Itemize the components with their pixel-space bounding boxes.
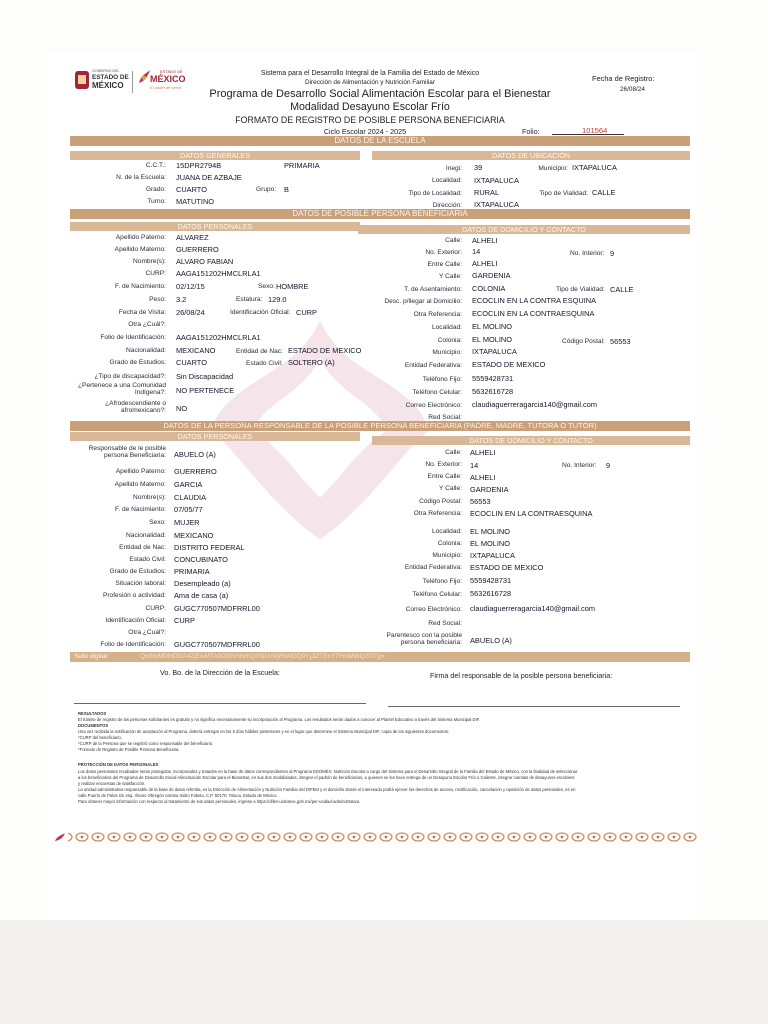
field-value: 07/05/77	[174, 505, 203, 514]
digital-seal-value: QmNvMDhlODA4ZjEwMTA0OWVhNmQ3NjUzMjRhNGQ0YjJiZTExYTFmMWQ2OTg=	[140, 653, 385, 660]
field-value: GUGC770507MDFRRL00	[174, 604, 260, 613]
field-value: ALVAREZ	[176, 233, 209, 242]
documents-line-4: *Formato de Registro de Posible Persona Beneficiaria.	[78, 747, 180, 752]
grade-value: CUARTO	[176, 185, 207, 194]
address-label: Dirección:	[432, 202, 462, 209]
agency-line-2: Dirección de Alimentación y Nutrición Familiar	[305, 79, 435, 86]
locality-value: IXTAPALUCA	[474, 176, 519, 185]
field-label: F. de Nacimiento:	[115, 506, 166, 513]
school-name-value: JUANA DE AZBAJE	[176, 173, 242, 182]
page-background-edge	[0, 920, 768, 1024]
group-value: B	[284, 185, 289, 194]
field-value: 5559428731	[472, 374, 514, 383]
field-value: GUERRERO	[174, 467, 217, 476]
field-label: Folio de Identificación:	[100, 334, 166, 341]
field-value: EL MOLINO	[470, 539, 510, 548]
field-value: EL MOLINO	[472, 335, 512, 344]
field-label: Responsable de le posible persona Beneficiaria:	[88, 445, 166, 459]
field-label: Entidad Federativa:	[404, 564, 462, 571]
field-label: Teléfono Fijo:	[422, 578, 462, 585]
postal-code-label: Código Postal:	[562, 338, 605, 345]
field-value: EL MOLINO	[472, 322, 512, 331]
section-beneficiary-data: DATOS DE POSIBLE PERSONA BENEFICIARIA	[70, 209, 690, 219]
road-type-label-2: Tipo de Vialidad:	[556, 286, 605, 293]
subsection-address-contact: DATOS DE DOMICILIO Y CONTACTO	[358, 225, 690, 234]
interior-number-label: No. Interior:	[570, 250, 605, 257]
privacy-title: PROTECCIÓN DE DATOS PERSONALES	[78, 762, 159, 767]
road-type-label: Tipo de Vialidad:	[539, 190, 588, 197]
field-label: Apellido Materno:	[114, 246, 166, 253]
privacy-line-3: y realizar encuestas de satisfacción.	[78, 781, 146, 786]
field-label: Nacionalidad:	[126, 347, 166, 354]
inegi-value: 39	[474, 163, 483, 172]
school-approval-label: Vo. Bo. de la Dirección de la Escuela:	[160, 668, 280, 677]
privacy-line-6: Para obtener mayor información con respecto al tratamiento de sus datos personales, ingrese a https://difem.edomex.gob.mx/per-unidad-administrativa.	[78, 799, 361, 804]
field-value: Ama de casa (a)	[174, 591, 229, 600]
field-label: Folio de Identificación:	[100, 641, 166, 648]
privacy-line-5: calle Puerto de Palos s/n esq. Álvaro Obregón colonia Isidro Fabela, C.P. 50170, Toluca, Estado de México.	[78, 793, 278, 798]
field-label: Entre Calle:	[427, 261, 462, 268]
road-type-value: CALLE	[592, 188, 616, 197]
field-value: claudiaguerreragarcia140@gmail.com	[470, 604, 595, 613]
subsection-general-data: DATOS GENERALES	[70, 151, 360, 160]
sex-label: Sexo:	[258, 283, 275, 290]
registration-date-label: Fecha de Registro:	[592, 74, 655, 83]
field-label: CURP:	[145, 270, 166, 277]
school-level-value: PRIMARIA	[284, 161, 320, 170]
digital-seal-bar	[70, 652, 690, 662]
section-responsible-data: DATOS DE LA PERSONA RESPONSABLE DE LA POSIBLE PERSONA BENEFICIARIA (PADRE, MADRE, TUTORA O TUTOR)	[70, 421, 690, 431]
field-label: Sexo:	[149, 519, 166, 526]
field-label: Teléfono Celular:	[412, 389, 462, 396]
shift-label: Turno:	[147, 198, 166, 205]
field-value: ECOCLIN EN LA CONTRAESQUINA	[472, 309, 595, 318]
field-value: 56553	[470, 497, 491, 506]
field-value: CURP	[174, 616, 195, 625]
field-label: Colonia:	[437, 337, 462, 344]
field-label: Otra Referencia:	[413, 311, 462, 318]
agency-line-1: Sistema para el Desarrollo Integral de la Familia del Estado de México	[260, 70, 480, 77]
field-value: Sin Discapacidad	[176, 372, 234, 381]
cct-label: C.C.T.:	[145, 162, 166, 169]
field-value: 14	[470, 461, 479, 470]
field-label: Y Calle:	[439, 485, 462, 492]
height-label: Estatura:	[236, 296, 263, 303]
locality-label: Localidad:	[431, 177, 462, 184]
field-value: 5559428731	[470, 576, 512, 585]
field-value: NO	[176, 404, 188, 413]
field-label: No. Exterior:	[425, 461, 462, 468]
birth-state-label: Entidad de Nac:	[236, 348, 283, 355]
logo-divider	[132, 71, 133, 93]
documents-line-1: Una vez recibida la notificación de aceptación al Programa, deberá entregar en los 5 días hábiles posteriores y en el lugar que determine el Sistema Municipal DIF, copia de los siguientes documentos:	[78, 729, 450, 734]
field-label: Apellido Paterno:	[115, 234, 166, 241]
field-label: Correo Electrónico:	[405, 606, 462, 613]
school-name-label: N. de la Escuela:	[116, 174, 166, 181]
field-label: Localidad:	[431, 528, 462, 535]
field-value: ABUELO (A)	[174, 450, 216, 459]
program-title-1: Programa de Desarrollo Social Alimentación Escolar para el Bienestar	[209, 88, 551, 100]
field-label: Apellido Materno:	[114, 481, 166, 488]
field-label: Nombre(s):	[133, 258, 166, 265]
field-label: ¿Afrodescendiente o afromexicano?:	[105, 400, 166, 414]
cct-value: 15DPR2794B	[176, 161, 222, 170]
subsection-personal-data-2: DATOS PERSONALES	[70, 432, 360, 441]
locality-type-value: RURAL	[474, 188, 500, 197]
field-value: 5632616728	[472, 387, 514, 396]
field-label: Teléfono Celular:	[412, 591, 462, 598]
shift-value: MATUTINO	[176, 197, 215, 206]
folio-value: 101564	[582, 126, 608, 135]
municipality-value: IXTAPALUCA	[572, 163, 617, 172]
interior-number-value-2: 9	[606, 461, 611, 470]
interior-number-value: 9	[610, 249, 615, 258]
field-label: ¿Tipo de discapacidad?:	[94, 373, 166, 380]
field-label: Calle:	[445, 237, 462, 244]
id-official-value: CURP	[296, 308, 317, 317]
field-label: Localidad:	[431, 324, 462, 331]
field-label: Peso:	[149, 296, 166, 303]
field-label: Otra ¿Cuál?:	[128, 321, 166, 328]
privacy-line-2: a los beneficiarios del Programa de Desarrollo Social Alimentación Escolar para el Bienestar, en sus dos modalidades, integrar el padrón de beneficiarios, a quienes se les hace entrega de un Desayuno Escolar Frío o Caliente, integrar carnitas de desayunos escolares	[78, 775, 575, 780]
field-label: Colonia:	[437, 540, 462, 547]
field-label: Profesión o actividad:	[102, 592, 166, 599]
subsection-address-contact-2: DATOS DE DOMICILIO Y CONTACTO	[372, 436, 690, 445]
field-label: Entidad Federativa:	[404, 362, 462, 369]
field-label: T. de Asentamiento:	[404, 286, 462, 293]
field-value: CLAUDIA	[174, 493, 207, 502]
section-school-data: DATOS DE LA ESCUELA	[70, 136, 690, 146]
field-value: Desempleado (a)	[174, 579, 231, 588]
field-label: ¿Pertenece a una Comunidad Indígena?:	[78, 382, 166, 396]
field-label: Municipio:	[432, 552, 462, 559]
privacy-line-4: La unidad administrativa responsable de la base de datos referida, es la Dirección de Alimentación y Nutrición Familiar del DIFEM y el domicilio donde el interesado podrá ejercer los derechos de acceso, rectificación, cancelación y oposición de datos personales, es en	[78, 787, 576, 792]
digital-seal-label: Sello digital:	[74, 653, 109, 660]
group-label: Grupo:	[256, 186, 277, 193]
subsection-location-data: DATOS DE UBICACIÓN	[372, 151, 690, 160]
state-shield-logo	[74, 70, 90, 90]
logo-left-main1: ESTADO DE	[92, 74, 129, 81]
field-label: Código Postal:	[419, 498, 462, 505]
field-value: NO PERTENECE	[176, 386, 235, 395]
field-label: Desc. p/llegar al Domicilio:	[384, 298, 462, 305]
civil-status-value: SOLTERO (A)	[288, 358, 335, 367]
field-value: 3.2	[176, 295, 187, 304]
field-value: ALHELI	[472, 259, 498, 268]
grade-label: Grado:	[145, 186, 166, 193]
field-label: Entidad de Nac:	[119, 544, 166, 551]
field-value: CUARTO	[176, 358, 207, 367]
field-value: 26/08/24	[176, 308, 205, 317]
field-value: AAGA151202HMCLRLA1	[176, 333, 261, 342]
field-label: Municipio:	[432, 349, 462, 356]
field-label: Otra ¿Cuál?:	[128, 629, 166, 636]
field-value: EL MOLINO	[470, 527, 510, 536]
school-cycle: Ciclo Escolar 2024 - 2025	[323, 127, 407, 136]
logo-left-small: GOBIERNO DEL	[92, 69, 120, 73]
field-label: Fecha de Visita:	[118, 309, 166, 316]
field-value: ESTADO DE MEXICO	[472, 360, 546, 369]
small-bird-icon	[54, 832, 66, 842]
field-value: MUJER	[174, 518, 200, 527]
field-value: GARDENIA	[472, 271, 511, 280]
sex-value: HOMBRE	[276, 282, 309, 291]
field-value: COLONIA	[472, 284, 506, 293]
results-title: RESULTADOS	[78, 711, 107, 716]
field-value: ABUELO (A)	[470, 636, 512, 645]
field-label: Y Calle:	[439, 273, 462, 280]
folio-label: Folio:	[522, 127, 540, 136]
field-value: GUERRERO	[176, 245, 219, 254]
field-value: IXTAPALUCA	[472, 347, 517, 356]
logo-right-main: MÉXICO	[150, 74, 186, 84]
field-label: Apellido Paterno:	[115, 468, 166, 475]
ornament-band	[58, 830, 698, 844]
field-value: PRIMARIA	[174, 567, 210, 576]
field-label: Red Social:	[428, 620, 462, 627]
logo-left-main2: MÉXICO	[92, 81, 124, 90]
field-value: ALVARO FABIAN	[176, 257, 234, 266]
field-label: CURP:	[145, 605, 166, 612]
field-value: IXTAPALUCA	[470, 551, 515, 560]
field-value: GARDENIA	[470, 485, 509, 494]
field-value: ESTADO DE MEXICO	[470, 563, 544, 572]
bird-logo-icon	[137, 69, 151, 85]
logo-right-small: ESTADO DE	[160, 69, 183, 74]
field-value: GARCIA	[174, 480, 203, 489]
logo-right-tagline: El poder de servir	[150, 85, 182, 90]
locality-type-label: Tipo de Localidad:	[408, 190, 462, 197]
field-label: Nombre(s):	[133, 494, 166, 501]
civil-status-label: Estado Civil:	[246, 360, 283, 367]
field-value: CONCUBINATO	[174, 555, 228, 564]
privacy-line-1: Los datos personales recabados serán protegidos, incorporados y tratados en la base de datos correspondientes al Programa EDOMÉX: Nutrición Escolar a cargo del Sistema para el Desarrollo Integral de la Familia del Estado de México, con la finalidad de seleccionar	[78, 769, 578, 774]
id-official-label: Identificación Oficial:	[230, 309, 291, 316]
field-value: claudiaguerreragarcia140@gmail.com	[472, 400, 597, 409]
field-label: Estado Civil:	[129, 556, 166, 563]
field-label: Identificación Oficial:	[105, 617, 166, 624]
municipality-label: Municipio:	[538, 165, 568, 172]
field-value: ALHELI	[470, 473, 496, 482]
inegi-label: Inegi:	[445, 165, 462, 172]
guardian-signature-label: Firma del responsable de la posible persona beneficiaria:	[430, 671, 613, 680]
field-label: Calle:	[445, 449, 462, 456]
field-label: Red Social:	[428, 414, 462, 421]
field-value: GUGC770507MDFRRL00	[174, 640, 260, 649]
postal-code-value: 56553	[610, 337, 631, 346]
birth-state-value: ESTADO DE MEXICO	[288, 346, 362, 355]
field-label: Grado de Estudios:	[109, 568, 166, 575]
field-label: Teléfono Fijo:	[422, 376, 462, 383]
field-label: Grado de Estudios:	[109, 359, 166, 366]
field-label: Correo Electrónico:	[405, 402, 462, 409]
address-value: IXTAPALUCA	[474, 200, 519, 209]
field-value: MEXICANO	[174, 531, 214, 540]
field-value: DISTRITO FEDERAL	[174, 543, 245, 552]
field-value: ECOCLIN EN LA CONTRA ESQUINA	[472, 296, 597, 305]
school-signature-line	[74, 703, 366, 704]
field-value: 14	[472, 247, 481, 256]
field-label: No. Exterior:	[425, 249, 462, 256]
guardian-signature-line	[388, 706, 680, 707]
results-text: El trámite de registro de las personas solicitantes es gratuito y no significa necesariamente su incorporación al Programa. Los resultados serán dados a conocer al Plantel Educativo a través del Sistema Municipal DIF.	[78, 717, 480, 722]
field-label: F. de Nacimiento:	[115, 283, 166, 290]
registration-date-value: 26/08/24	[620, 86, 645, 93]
field-label: Otra Referencia:	[413, 510, 462, 517]
program-title-2: Modalidad Desayuno Escolar Frío	[290, 101, 450, 113]
field-label: Nacionalidad:	[126, 532, 166, 539]
field-value: ECOCLIN EN LA CONTRAESQUINA	[470, 509, 593, 518]
field-value: 5632616728	[470, 589, 512, 598]
road-type-value-2: CALLE	[610, 285, 634, 294]
field-label: Situación laboral:	[115, 580, 166, 587]
field-value: 02/12/15	[176, 282, 205, 291]
interior-number-label-2: No. Interior:	[562, 462, 597, 469]
field-value: ALHELI	[470, 448, 496, 457]
subsection-personal-data: DATOS PERSONALES	[70, 222, 360, 231]
documents-title: DOCUMENTOS	[78, 723, 109, 728]
field-value: MEXICANO	[176, 346, 216, 355]
field-value: AAGA151202HMCLRLA1	[176, 269, 261, 278]
field-label: Parentesco con la posible persona beneficiaria:	[386, 632, 462, 646]
format-title: FORMATO DE REGISTRO DE POSIBLE PERSONA BENEFICIARIA	[235, 115, 505, 125]
field-value: ALHELI	[472, 236, 498, 245]
documents-line-3: *CURP de la Persona que se registró como responsable del beneficiario.	[78, 741, 214, 746]
documents-line-2: *CURP del beneficiario,	[78, 735, 122, 740]
field-label: Entre Calle:	[427, 473, 462, 480]
height-value: 129.0	[268, 295, 287, 304]
